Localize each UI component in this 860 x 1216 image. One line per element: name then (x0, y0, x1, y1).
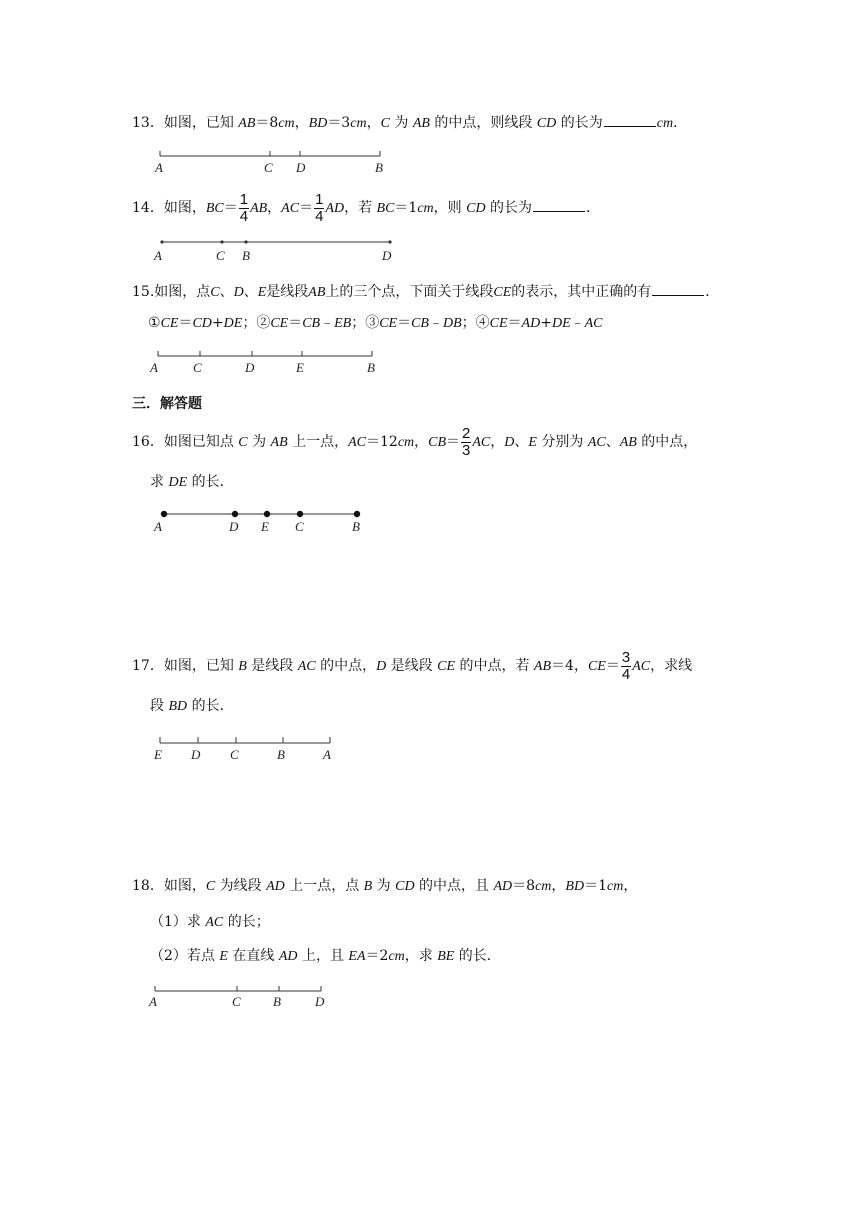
answer-blank-15[interactable] (652, 281, 704, 296)
question-17-text: 17．如图，已知 B 是线段 AC 的中点，D 是线段 CE 的中点，若 AB＝4，CE＝ $\frac{3}{4}$ AC，求线 (132, 648, 693, 683)
q15-label-c: C (193, 360, 202, 375)
q16-label-e: E (261, 519, 269, 534)
q17-label-c: C (230, 747, 239, 762)
answer-blank-14[interactable] (533, 197, 585, 212)
q17-label-d: D (191, 747, 201, 762)
q17-segment-figure (150, 735, 350, 765)
q16-segment-figure (150, 506, 380, 536)
q13-label-b: B (375, 160, 383, 175)
question-16-text-line2: 求 DE 的长． (150, 474, 234, 490)
q17-label-b: B (277, 747, 285, 762)
q14-label-d: D (382, 248, 392, 263)
q18-segment-figure (145, 985, 345, 1013)
fraction-two-thirds: $\frac{2}{3}$ (462, 424, 471, 459)
question-18-part-2: （2）若点 E 在直线 AD 上，且 EA＝2cm，求 BE 的长． (150, 948, 501, 964)
question-17-text-line2: 段 BD 的长． (150, 698, 234, 714)
q14-segment-figure (150, 233, 410, 265)
question-14-text: 14．如图，BC＝ $\frac{1}{4}$ AB，AC＝ $\frac{1}{4}$ AD，若 BC＝1cm，则 CD 的长为 ． (132, 190, 601, 225)
q14-label-c: C (216, 248, 225, 263)
answer-blank-13[interactable] (604, 112, 656, 127)
q18-label-a: A (149, 994, 157, 1009)
q13-label-a: A (155, 160, 163, 175)
q15-label-e: E (296, 360, 304, 375)
fraction-three-quarters: $\frac{3}{4}$ (621, 648, 631, 683)
fraction-one-quarter: $\frac{1}{4}$ (315, 190, 324, 225)
question-18-part-1: （1）求 AC 的长； (150, 914, 270, 930)
q14-label-b: B (242, 248, 250, 263)
question-13-text: 13．如图，已知 AB＝8cm，BD＝3cm，C 为 AB 的中点，则线段 CD 的长为 cm． (132, 112, 687, 134)
q16-label-a: A (154, 519, 162, 534)
q13-label-c: C (264, 160, 273, 175)
q16-label-c: C (295, 519, 304, 534)
question-16-text: 16．如图已知点 C 为 AB 上一点，AC＝12cm，CB＝ $\frac{2}{3}$ AC，D、E 分别为 AC、AB 的中点， (132, 424, 698, 459)
q13-label-d: D (296, 160, 306, 175)
q18-label-d: D (315, 994, 325, 1009)
question-15-text: 15.如图，点C、D、E是线段AB上的三个点，下面关于线段CE的表示，其中正确的有 ． (132, 281, 719, 303)
q17-label-e: E (154, 747, 162, 762)
fraction-one-quarter: $\frac{1}{4}$ (239, 190, 249, 225)
q15-label-b: B (367, 360, 375, 375)
q16-label-b: B (352, 519, 360, 534)
q16-label-d: D (229, 519, 239, 534)
q18-label-c: C (232, 994, 241, 1009)
question-18-text: 18．如图，C 为线段 AD 上一点，点 B 为 CD 的中点，且 AD＝8cm，BD＝1cm， (132, 878, 638, 894)
q15-label-a: A (150, 360, 158, 375)
q15-label-d: D (245, 360, 255, 375)
section-heading: 三．解答题 (132, 396, 202, 412)
q18-label-b: B (273, 994, 281, 1009)
q13-segment-figure (150, 145, 400, 177)
question-15-options: ①CE＝CD+DE；②CE＝CB﹣EB；③CE＝CB﹣DB；④CE＝AD+DE﹣AC (148, 315, 603, 331)
q17-label-a: A (323, 747, 331, 762)
q14-label-a: A (154, 248, 162, 263)
q15-segment-figure (148, 350, 388, 378)
